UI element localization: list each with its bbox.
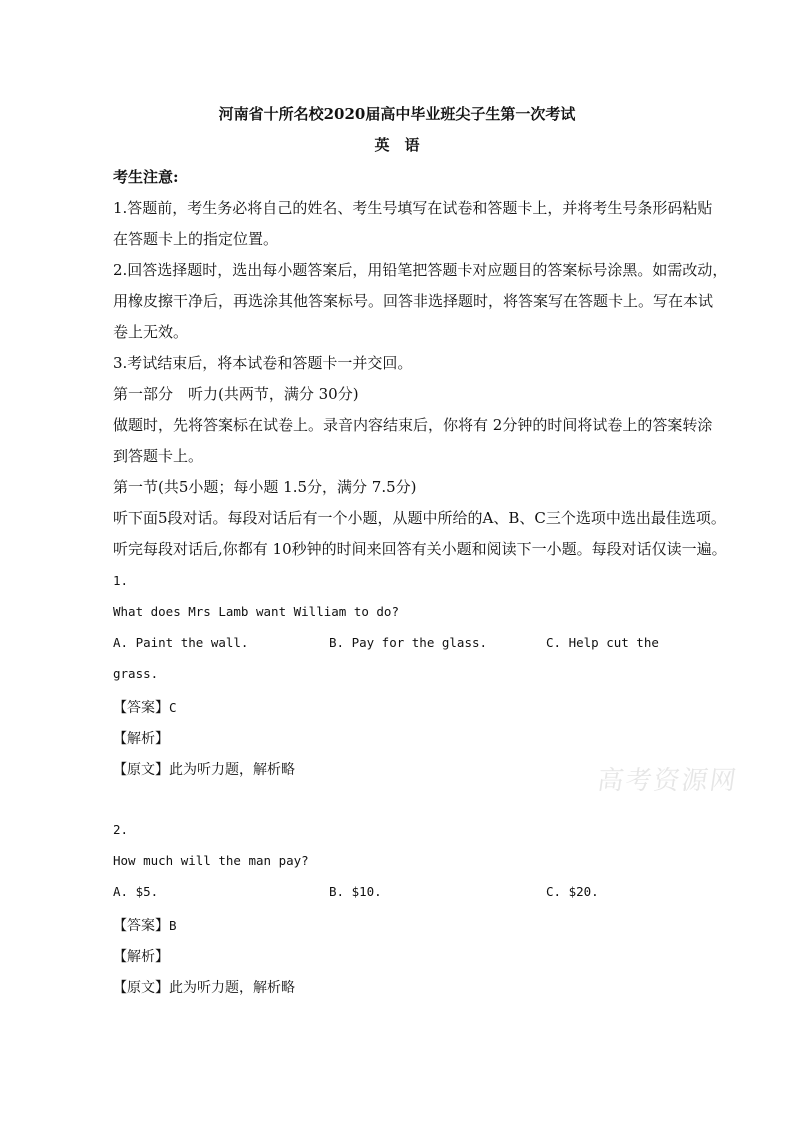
question-2-stem: How much will the man pay? [113,853,309,868]
section1-heading: 第一节(共5小题；每小题 1.5分，满分 7.5分) [113,478,417,496]
question-1-analysis-label: 【解析】 [113,731,169,747]
original-label: 【原文】 [113,980,169,996]
answer-label: 【答案】 [113,700,169,716]
original-text: 此为听力题，解析略 [169,980,295,996]
answer-value: B [169,918,177,933]
notice-item-2-line-2: 用橡皮擦干净后，再选涂其他答案标号。回答非选择题时，将答案写在答题卡上。写在本试 [113,292,714,310]
answer-value: C [169,700,177,715]
question-1-option-c-continued: grass. [113,666,159,681]
notice-item-2-line-1: 2.回答选择题时，选出每小题答案后，用铅笔把答题卡对应题目的答案标号涂黑。如需改动， [113,261,728,279]
notice-heading: 考生注意: [113,168,179,186]
question-2-option-a: A. $5. [113,884,159,899]
question-1-option-b: B. Pay for the glass. [329,635,488,650]
question-1-stem: What does Mrs Lamb want William to do? [113,604,399,619]
part1-instruction-line-1: 做题时，先将答案标在试卷上。录音内容结束后，你将有 2分钟的时间将试卷上的答案转涂 [113,416,713,434]
question-2-number: 2. [113,822,129,837]
section1-instruction-line-1: 听下面5段对话。每段对话后有一个小题，从题中所给的A、B、C三个选项中选出最佳选项。 [113,509,726,527]
part1-heading: 第一部分 听力(共两节，满分 30分) [113,385,359,403]
subject-title: 英 语 [374,136,420,154]
question-2-option-b: B. $10. [329,884,382,899]
notice-item-1-line-2: 在答题卡上的指定位置。 [113,230,279,248]
question-1-original [113,759,295,779]
question-1-answer [113,697,177,717]
watermark: 高考资源网 [595,766,740,796]
question-2-original [113,977,295,997]
question-1-number: 1. [113,573,129,588]
question-1-option-c: C. Help cut the [546,635,659,650]
question-2-answer [113,915,177,935]
original-text: 此为听力题，解析略 [169,762,295,778]
notice-item-2-line-3: 卷上无效。 [113,323,189,341]
part1-instruction-line-2: 到答题卡上。 [113,447,204,465]
notice-item-3: 3.考试结束后，将本试卷和答题卡一并交回。 [113,354,413,372]
original-label: 【原文】 [113,762,169,778]
question-2-analysis-label: 【解析】 [113,949,169,965]
notice-item-1-line-1: 1.答题前，考生务必将自己的姓名、考生号填写在试卷和答题卡上，并将考生号条形码粘贴 [113,199,713,217]
answer-label: 【答案】 [113,918,169,934]
question-1-option-a: A. Paint the wall. [113,635,249,650]
question-2-option-c: C. $20. [546,884,599,899]
exam-title: 河南省十所名校2020届高中毕业班尖子生第一次考试 [218,105,576,123]
section1-instruction-line-2: 听完每段对话后,你都有 10秒钟的时间来回答有关小题和阅读下一小题。每段对话仅读一遍。 [113,540,727,558]
